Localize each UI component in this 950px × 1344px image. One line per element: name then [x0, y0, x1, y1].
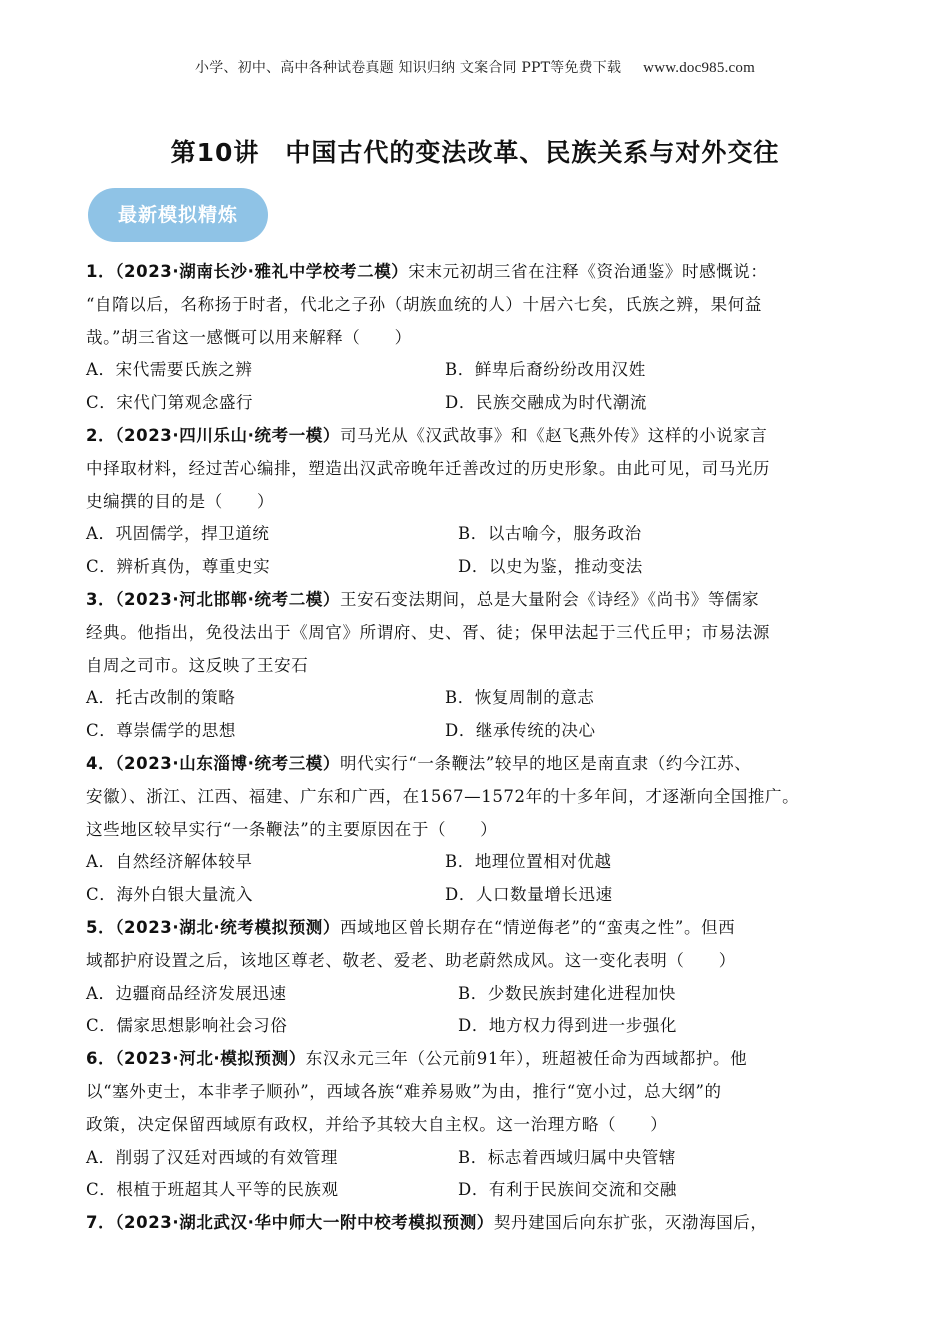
question-text: 哉。”胡三省这一感慨可以用来解释（ ）	[86, 327, 412, 347]
question-number: 4．	[86, 753, 116, 773]
question-number: 3．	[86, 589, 116, 609]
question-line	[86, 748, 882, 781]
question-number: 1．	[86, 262, 116, 281]
question-6	[86, 1043, 882, 1207]
question-text: 安徽）、浙江、江西、福建、广东和广西，在1567—1572年的十多年间，才逐渐向全国推广。	[86, 786, 800, 806]
question-line	[86, 617, 882, 650]
question-line	[86, 453, 882, 486]
question-list	[86, 256, 882, 1240]
question-text: 政策，决定保留西域原有政权，并给予其较大自主权。这一治理方略（ ）	[86, 1114, 668, 1134]
options-row	[86, 518, 882, 551]
option-A[interactable]: A．巩固儒学，捍卫道统	[86, 524, 270, 544]
option-C[interactable]: C．尊崇儒学的思想	[86, 721, 237, 741]
question-2	[86, 420, 882, 584]
question-source: （2023·湖北·统考模拟预测）	[115, 917, 340, 937]
option-D[interactable]: D．有利于民族间交流和交融	[458, 1180, 678, 1200]
page-title: 第10讲 中国古代的变法改革、民族关系与对外交往	[170, 138, 780, 167]
question-text: 经典。他指出，免役法出于《周官》所谓府、史、胥、徒；保甲法起于三代丘甲；市易法源	[86, 622, 770, 642]
option-C[interactable]: C．儒家思想影响社会习俗	[86, 1016, 288, 1036]
option-D[interactable]: D．人口数量增长迅速	[445, 885, 613, 905]
option-A[interactable]: A．边疆商品经济发展迅速	[86, 983, 287, 1003]
options-row	[86, 1174, 882, 1207]
question-text: 东汉永元三年（公元前91年），班超被任命为西域都护。他	[305, 1049, 748, 1069]
option-A[interactable]: A．自然经济解体较早	[86, 852, 253, 872]
option-C[interactable]: C．根植于班超其人平等的民族观	[86, 1180, 339, 1200]
question-number: 2．	[86, 425, 116, 445]
option-B[interactable]: B．地理位置相对优越	[445, 852, 612, 872]
question-7	[86, 1207, 882, 1240]
question-text: 自周之司市。这反映了王安石	[86, 655, 309, 675]
question-1	[86, 256, 882, 420]
question-line	[86, 1109, 882, 1142]
question-text: 这些地区较早实行“一条鞭法”的主要原因在于（ ）	[86, 819, 498, 839]
question-text: 西域地区曾长期存在“情逆侮老”的“蛮夷之性”。但西	[340, 917, 736, 937]
option-D[interactable]: D．以史为鉴，推动变法	[458, 557, 643, 577]
question-line	[86, 289, 882, 322]
question-source: （2023·湖北武汉·华中师大一附中校考模拟预测）	[115, 1213, 494, 1233]
header-url[interactable]: www.doc985.com	[643, 60, 755, 76]
question-number: 6．	[86, 1049, 116, 1069]
option-D[interactable]: D．继承传统的决心	[445, 721, 596, 741]
question-line	[86, 584, 882, 617]
option-D[interactable]: D．地方权力得到进一步强化	[458, 1016, 678, 1036]
question-text: 王安石变法期间，总是大量附会《诗经》《尚书》等儒家	[340, 589, 760, 609]
option-B[interactable]: B．恢复周制的意志	[445, 688, 595, 708]
options-row	[86, 551, 882, 584]
option-D[interactable]: D．民族交融成为时代潮流	[445, 393, 647, 413]
question-text: 契丹建国后向东扩张，灭渤海国后，	[493, 1213, 768, 1233]
question-text: 以“塞外吏士，本非孝子顺孙”，西域各族“难养易败”为由，推行“宽小过，总大纲”的	[86, 1081, 722, 1101]
option-A[interactable]: A．宋代需要氏族之辨	[86, 360, 253, 380]
question-text: 史编撰的目的是（ ）	[86, 491, 275, 511]
question-line	[86, 420, 882, 453]
option-C[interactable]: C．辨析真伪，尊重史实	[86, 557, 271, 577]
question-line	[86, 322, 882, 355]
option-C[interactable]: C．宋代门第观念盛行	[86, 393, 254, 413]
options-row	[86, 682, 882, 715]
question-line	[86, 256, 882, 289]
options-row	[86, 1010, 882, 1043]
option-C[interactable]: C．海外白银大量流入	[86, 885, 254, 905]
question-line	[86, 650, 882, 683]
option-B[interactable]: B．鲜卑后裔纷纷改用汉姓	[445, 360, 646, 380]
question-line	[86, 814, 882, 847]
option-B[interactable]: B．少数民族封建化进程加快	[458, 983, 676, 1003]
question-text: 明代实行“一条鞭法”较早的地区是南直隶（约今江苏、	[340, 753, 752, 773]
question-line	[86, 1076, 882, 1109]
option-B[interactable]: B．以古喻今，服务政治	[458, 524, 642, 544]
question-number: 7．	[86, 1213, 116, 1233]
question-source: （2023·四川乐山·统考一模）	[115, 425, 340, 445]
question-source: （2023·河北邯郸·统考二模）	[115, 589, 340, 609]
question-4	[86, 748, 882, 912]
question-line	[86, 486, 882, 519]
question-number: 5．	[86, 917, 116, 937]
options-row	[86, 387, 882, 420]
question-source: （2023·河北·模拟预测）	[115, 1049, 306, 1069]
question-3	[86, 584, 882, 748]
question-text: 中择取材料，经过苦心编排，塑造出汉武帝晚年迁善改过的历史形象。由此可见，司马光历	[86, 458, 770, 478]
options-row	[86, 715, 882, 748]
question-line	[86, 1043, 882, 1076]
header-text: 小学、初中、高中各种试卷真题 知识归纳 文案合同 PPT等免费下载	[195, 60, 622, 76]
question-text: 司马光从《汉武故事》和《赵飞燕外传》这样的小说家言	[340, 425, 768, 445]
question-text: 域都护府设置之后，该地区尊老、敬老、爱老、助老蔚然成风。这一变化表明（ ）	[86, 950, 736, 970]
page-header	[0, 57, 950, 77]
question-text: “自隋以后，名称扬于时者，代北之子孙（胡族血统的人）十居六七矣，氏族之辨，果何益	[86, 294, 762, 314]
options-row	[86, 846, 882, 879]
question-5	[86, 912, 882, 1043]
section-badge: 最新模拟精炼	[88, 188, 268, 242]
question-line	[86, 945, 882, 978]
option-A[interactable]: A．削弱了汉廷对西域的有效管理	[86, 1147, 338, 1167]
options-row	[86, 1142, 882, 1175]
question-line	[86, 781, 882, 814]
options-row	[86, 879, 882, 912]
question-text: 宋末元初胡三省在注释《资治通鉴》时感慨说：	[408, 262, 768, 281]
options-row	[86, 354, 882, 387]
question-source: （2023·湖南长沙·雅礼中学校考二模）	[115, 262, 409, 281]
option-A[interactable]: A．托古改制的策略	[86, 688, 236, 708]
options-row	[86, 978, 882, 1011]
option-B[interactable]: B．标志着西域归属中央管辖	[458, 1147, 676, 1167]
question-source: （2023·山东淄博·统考三模）	[115, 753, 340, 773]
question-line	[86, 912, 882, 945]
question-line	[86, 1207, 882, 1240]
